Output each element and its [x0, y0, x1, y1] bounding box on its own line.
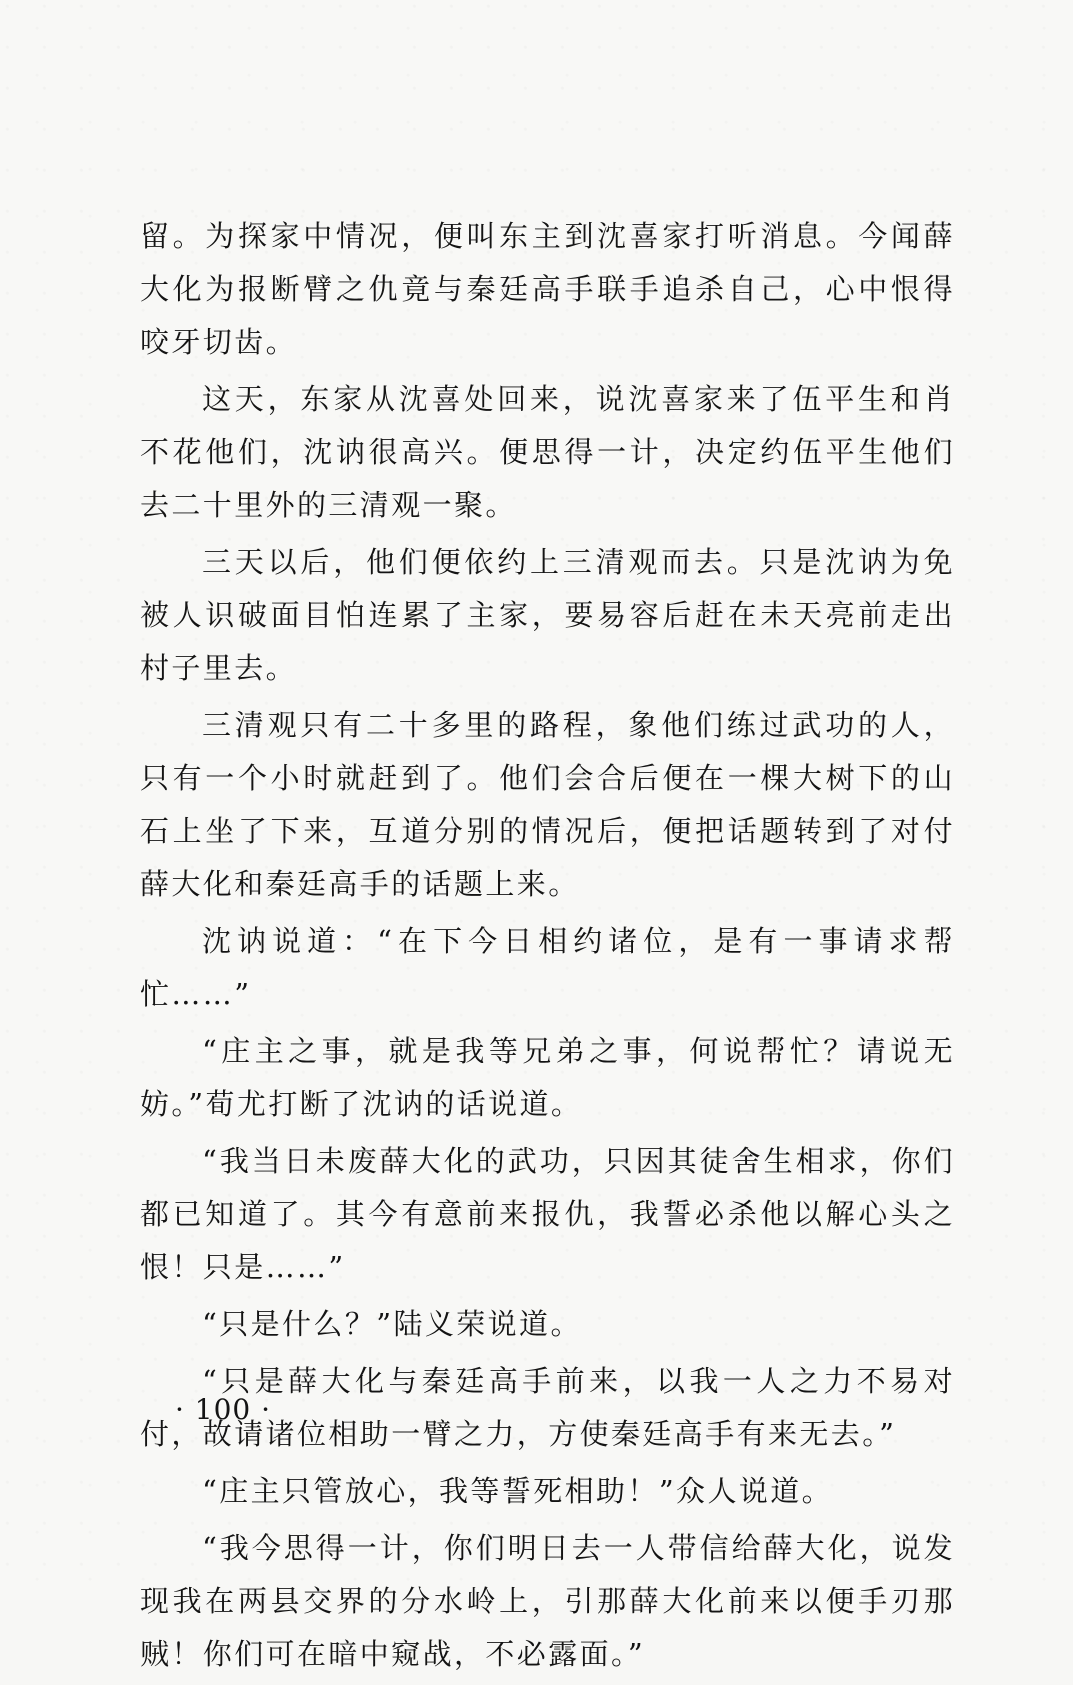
paragraph: “我当日未废薛大化的武功，只因其徒舍生相求，你们都已知道了。其今有意前来报仇，我誓必杀他以解心头之恨！只是……”	[140, 1144, 955, 1284]
page-number: · 100 ·	[175, 1393, 272, 1426]
paragraph: 沈讷说道：“在下今日相约诸位，是有一事请求帮忙……”	[140, 924, 955, 1011]
paragraph: 三清观只有二十多里的路程，象他们练过武功的人，只有一个小时就赶到了。他们会合后便在一棵大树下的山石上坐了下来，互道分别的情况后，便把话题转到了对付薛大化和秦廷高手的话题上来。	[140, 708, 955, 901]
paragraph: “庄主只管放心，我等誓死相助！”众人说道。	[202, 1474, 834, 1508]
paragraph: “只是什么？”陆义荣说道。	[202, 1307, 582, 1341]
body-text	[140, 210, 955, 1685]
paragraph: “我今思得一计，你们明日去一人带信给薛大化，说发现我在两县交界的分水岭上，引那薛大化前来以便手刃那贼！你们可在暗中窥战，不必露面。”	[140, 1531, 955, 1671]
paragraph: 三天以后，他们便依约上三清观而去。只是沈讷为免被人识破面目怕连累了主家，要易容后赶在未天亮前走出村子里去。	[140, 545, 955, 685]
paragraph: 这天，东家从沈喜处回来，说沈喜家来了伍平生和肖不花他们，沈讷很高兴。便思得一计，决定约伍平生他们去二十里外的三清观一聚。	[140, 382, 955, 522]
paragraph: “只是薛大化与秦廷高手前来，以我一人之力不易对付，故请诸位相助一臂之力，方使秦廷高手有来无去。”	[140, 1364, 955, 1451]
paragraph: “庄主之事，就是我等兄弟之事，何说帮忙？请说无妨。”荀尤打断了沈讷的话说道。	[140, 1034, 955, 1121]
paragraph: 留。为探家中情况，便叫东主到沈喜家打听消息。今闻薛大化为报断臂之仇竟与秦廷高手联手追杀自己，心中恨得咬牙切齿。	[140, 219, 955, 359]
